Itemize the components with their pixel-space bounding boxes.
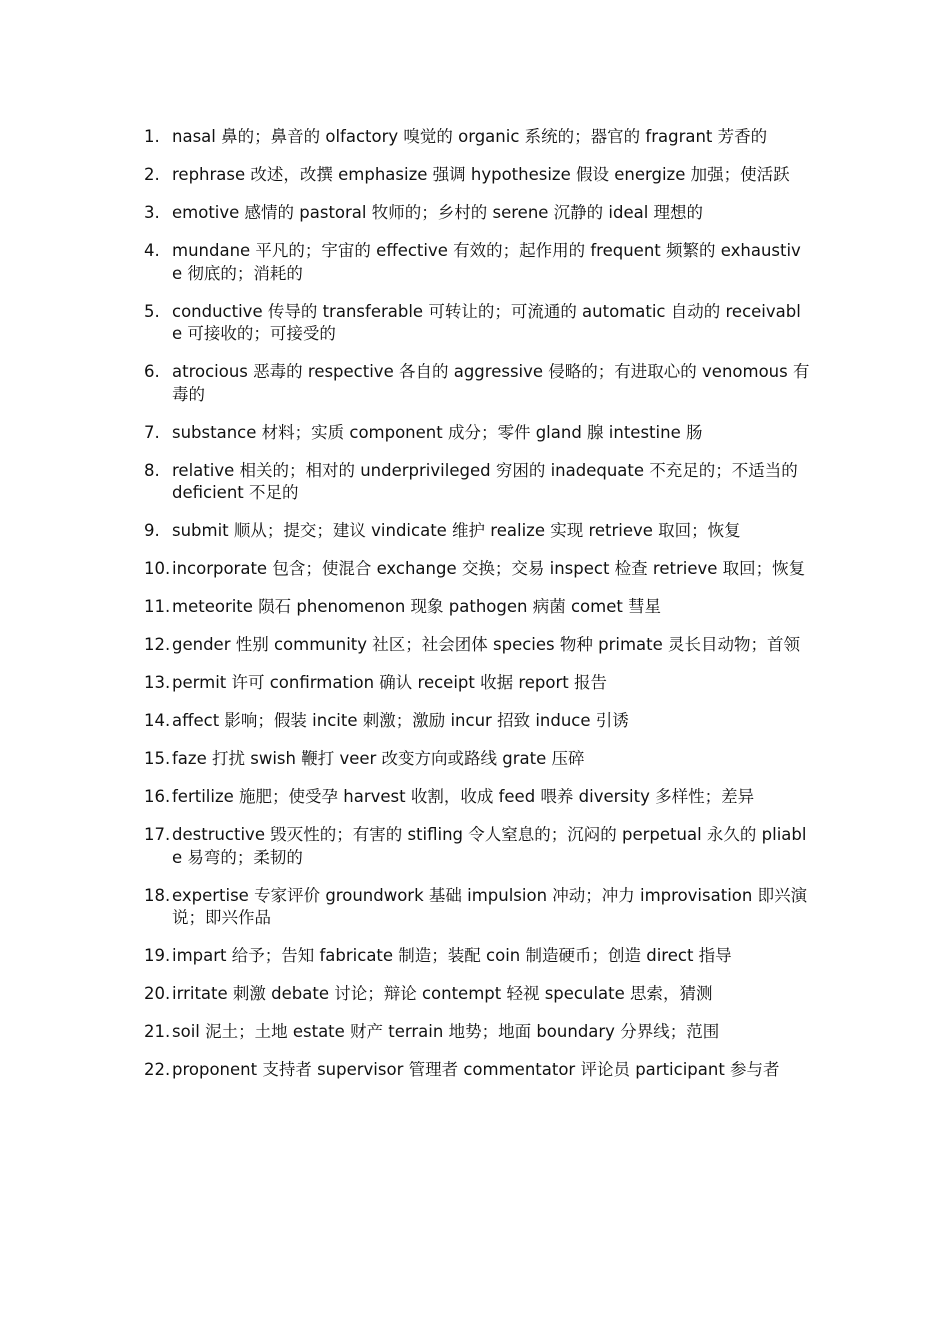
item-text: atrocious 恶毒的 respective 各自的 aggressive 侵略的；有进取心的 venomous 有毒的 — [172, 362, 810, 404]
item-text: expertise 专家评价 groundwork 基础 impulsion 冲动；冲力 improvisation 即兴演说；即兴作品 — [172, 885, 808, 927]
item-number: 3. — [144, 203, 160, 222]
list-item — [144, 301, 810, 346]
list-item — [144, 885, 810, 930]
list-item — [144, 126, 810, 149]
item-text: emotive 感情的 pastoral 牧师的；乡村的 serene 沉静的 ideal 理想的 — [172, 203, 704, 222]
vocabulary-list — [144, 126, 810, 1097]
item-text: soil 泥土；土地 estate 财产 terrain 地势；地面 boundary 分界线；范围 — [172, 1022, 720, 1041]
list-item — [144, 945, 810, 968]
item-text: proponent 支持者 supervisor 管理者 commentator 评论员 participant 参与者 — [172, 1060, 780, 1079]
item-number: 15. — [144, 749, 171, 768]
item-text: gender 性别 community 社区；社会团体 species 物种 primate 灵长目动物；首领 — [172, 635, 801, 654]
item-text: impart 给予；告知 fabricate 制造；装配 coin 制造硬币；创造 direct 指导 — [172, 946, 732, 965]
item-number: 20. — [144, 984, 171, 1003]
list-item — [144, 786, 810, 809]
list-item — [144, 460, 810, 505]
item-number: 16. — [144, 787, 171, 806]
list-item — [144, 202, 810, 225]
list-item — [144, 710, 810, 733]
item-number: 1. — [144, 127, 160, 146]
list-item — [144, 361, 810, 406]
list-item — [144, 824, 810, 869]
item-text: substance 材料；实质 component 成分；零件 gland 腺 intestine 肠 — [172, 422, 703, 442]
item-text: rephrase 改述，改撰 emphasize 强调 hypothesize 假设 energize 加强；使活跃 — [172, 165, 790, 184]
item-number: 22. — [144, 1060, 171, 1079]
item-number: 18. — [144, 885, 171, 905]
item-text: meteorite 陨石 phenomenon 现象 pathogen 病菌 comet 彗星 — [172, 597, 662, 616]
item-text: fertilize 施肥；使受孕 harvest 收割，收成 feed 喂养 diversity 多样性；差异 — [172, 787, 755, 806]
list-item — [144, 748, 810, 771]
list-item — [144, 596, 810, 619]
item-number: 8. — [144, 460, 160, 480]
item-text: destructive 毁灭性的；有害的 stifling 令人窒息的；沉闷的 perpetual 永久的 pliable 易弯的；柔韧的 — [172, 825, 807, 867]
item-number: 5. — [144, 301, 160, 321]
item-number: 19. — [144, 946, 171, 965]
item-number: 7. — [144, 422, 160, 442]
list-item — [144, 558, 810, 581]
list-item — [144, 983, 810, 1006]
item-text: irritate 刺激 debate 讨论；辩论 contempt 轻视 speculate 思索，猜测 — [172, 984, 713, 1003]
item-text: submit 顺从；提交；建议 vindicate 维护 realize 实现 retrieve 取回；恢复 — [172, 521, 741, 540]
item-number: 13. — [144, 673, 171, 692]
item-text: faze 打扰 swish 鞭打 veer 改变方向或路线 grate 压碎 — [172, 749, 585, 768]
item-number: 9. — [144, 521, 160, 540]
item-number: 4. — [144, 241, 160, 260]
list-item — [144, 422, 810, 445]
item-text: mundane 平凡的；宇宙的 effective 有效的；起作用的 frequent 频繁的 exhaustive 彻底的；消耗的 — [172, 241, 801, 283]
list-item — [144, 240, 810, 285]
item-text: relative 相关的；相对的 underprivileged 穷困的 inadequate 不充足的；不适当的 deficient 不足的 — [172, 460, 798, 502]
item-text: conductive 传导的 transferable 可转让的；可流通的 automatic 自动的 receivable 可接收的；可接受的 — [172, 301, 801, 343]
item-number: 11. — [144, 597, 171, 616]
item-number: 14. — [144, 711, 171, 730]
item-text: affect 影响；假装 incite 刺激；激励 incur 招致 induce 引诱 — [172, 711, 629, 730]
list-item — [144, 634, 810, 657]
item-number: 6. — [144, 362, 160, 381]
list-item — [144, 164, 810, 187]
item-number: 17. — [144, 825, 171, 844]
item-text: permit 许可 confirmation 确认 receipt 收据 report 报告 — [172, 673, 607, 692]
item-number: 21. — [144, 1022, 171, 1041]
item-number: 10. — [144, 559, 171, 578]
list-item — [144, 1021, 810, 1044]
item-number: 2. — [144, 165, 160, 184]
item-number: 12. — [144, 635, 171, 654]
item-text: nasal 鼻的；鼻音的 olfactory 嗅觉的 organic 系统的；器官的 fragrant 芳香的 — [172, 127, 768, 146]
list-item — [144, 520, 810, 543]
list-item — [144, 672, 810, 695]
item-text: incorporate 包含；使混合 exchange 交换；交易 inspect 检查 retrieve 取回；恢复 — [172, 559, 806, 578]
list-item — [144, 1059, 810, 1082]
